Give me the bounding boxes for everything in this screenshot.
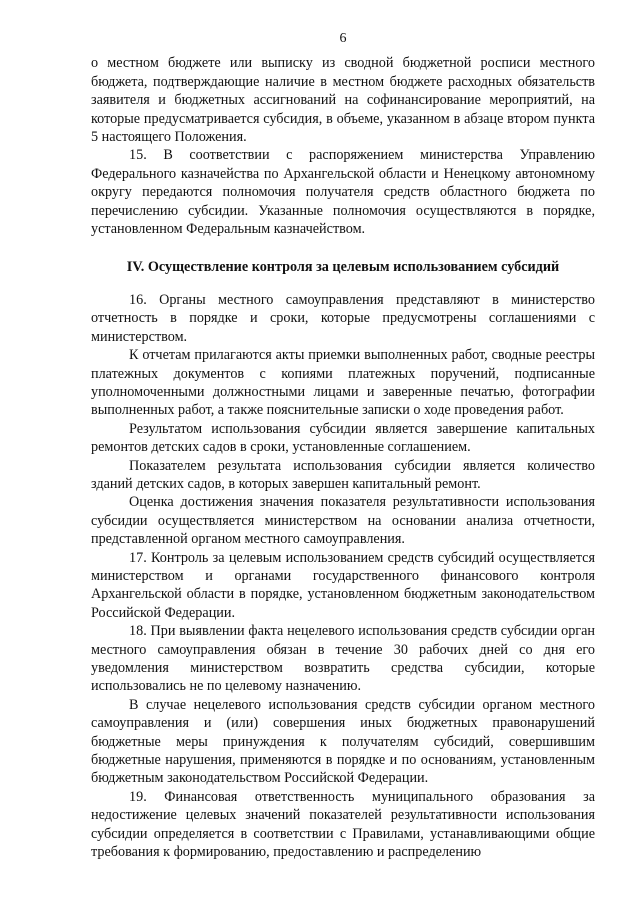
paragraph-item-16: 16. Органы местного самоуправления представляют в министерство отчетность в порядке и сроки, которые предусмотрены соглашениями с министерством.: [91, 291, 595, 345]
paragraph-item-15: 15. В соответствии с распоряжением министерства Управлению Федерального казначейства по Архангельской области и Ненецкому автономному округу передаются полномочия получателя средств областного бюджета по перечислению субсидии. Указанные полномочия осуществляются в порядке, установленном Федеральным казначейством.: [91, 147, 595, 238]
paragraph-item-18: 18. При выявлении факта нецелевого использования средств субсидии орган местного самоуправления обязан в течение 30 рабочих дней со дня его уведомления министерством возвратить средства субсидии, которые использовались не по целевому назначению.: [91, 623, 595, 695]
paragraph-item-17: 17. Контроль за целевым использованием средств субсидий осуществляется министерством и органами государственного финансового контроля Архангельской области в порядке, установленном бюджетным законодательством Российской Федерации.: [91, 549, 595, 621]
paragraph-assessment: Оценка достижения значения показателя результативности использования субсидии осуществляется министерством на основании анализа отчетности, представленной органом местного самоуправления.: [91, 494, 595, 548]
section-heading: IV. Осуществление контроля за целевым использованием субсидий: [126, 259, 560, 276]
paragraph-result: Результатом использования субсидии является завершение капитальных ремонтов детских садов в сроки, установленные соглашением.: [91, 420, 595, 456]
paragraph-reports-attachments: К отчетам прилагаются акты приемки выполненных работ, сводные реестры платежных документов с копиями платежных поручений, подписанные уполномоченными должностными лицами и заверенные печатью, фотографии выполненных работ, а также пояснительные записки о ходе проведения работ.: [91, 347, 595, 419]
paragraph-indicator: Показателем результата использования субсидии является количество зданий детских садов, в которых завершен капитальный ремонт.: [91, 457, 595, 492]
page-number: 6: [339, 31, 347, 46]
document-page: [91, 30, 595, 861]
paragraph-continued: о местном бюджете или выписку из сводной бюджетной росписи местного бюджета, подтверждающие наличие в местном бюджете расходных обязательств заявителя и бюджетных ассигнований на софинансирование мероприятий, на которые предусматривается субсидия, в объеме, указанном в абзаце втором пункта 5 настоящего Положения.: [91, 55, 595, 146]
paragraph-misuse-measures: В случае нецелевого использования средств субсидии органом местного самоуправления и (или) совершения иных бюджетных правонарушений бюджетные меры принуждения к получателям субсидий, совершившим бюджетные нарушения, применяются в порядке и по основаниям, установленным бюджетным законодательством Российской Федерации.: [91, 696, 595, 787]
paragraph-item-19: 19. Финансовая ответственность муниципального образования за недостижение целевых значений показателей результативности использования субсидии определяется в соответствии с Правилами, устанавливающими общие требования к формированию, предоставлению и распределению: [91, 788, 595, 861]
